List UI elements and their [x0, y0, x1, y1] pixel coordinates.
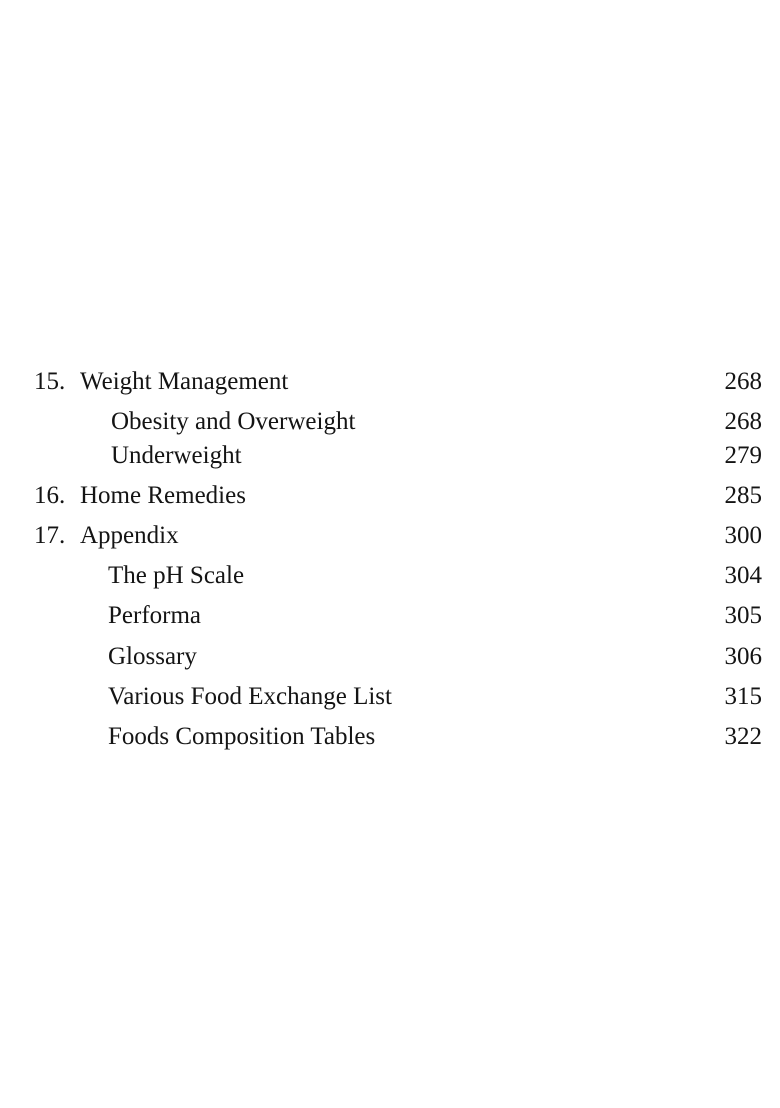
- section-title: Obesity and Overweight: [111, 408, 356, 435]
- page-number: 306: [724, 643, 762, 670]
- page-number: 304: [724, 562, 762, 589]
- toc-entry-foods-composition-tables: [0, 719, 780, 755]
- chapter-title: Appendix: [80, 522, 179, 549]
- page-number: 268: [724, 408, 762, 435]
- toc-entry-home-remedies: [0, 478, 780, 514]
- toc-entry-appendix: [0, 518, 780, 554]
- toc-entry-obesity-and-overweight: [0, 404, 780, 440]
- chapter-number: 17.: [34, 522, 66, 549]
- chapter-number: 16.: [34, 482, 66, 509]
- chapter-title: Home Remedies: [80, 482, 246, 509]
- page-number: 300: [724, 522, 762, 549]
- toc-entry-glossary: [0, 639, 780, 675]
- section-title: Performa: [108, 602, 202, 629]
- page-number: 305: [724, 602, 762, 629]
- section-title: Glossary: [108, 643, 197, 670]
- chapter-title: Weight Management: [80, 368, 289, 395]
- page-number: 322: [724, 723, 762, 750]
- section-title: The pH Scale: [108, 562, 245, 589]
- toc-entry-performa: [0, 598, 780, 634]
- page-number: 268: [724, 368, 762, 395]
- section-title: Underweight: [111, 442, 242, 469]
- chapter-number: 15.: [34, 368, 66, 395]
- toc-entry-food-exchange-list: [0, 679, 780, 715]
- page-number: 279: [724, 442, 762, 469]
- section-title: Foods Composition Tables: [108, 723, 376, 750]
- toc-entry-underweight: [0, 438, 780, 474]
- page-number: 285: [724, 482, 762, 509]
- page-number: 315: [724, 683, 762, 710]
- toc-entry-weight-management: [0, 364, 780, 400]
- toc-entry-ph-scale: [0, 558, 780, 594]
- section-title: Various Food Exchange List: [108, 683, 392, 710]
